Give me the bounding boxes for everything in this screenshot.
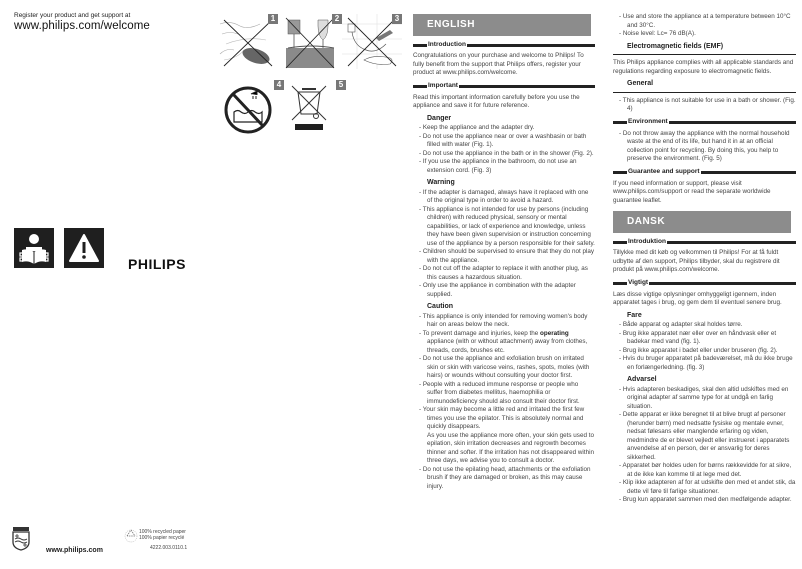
recycled-line-2: 100% papier recyclé [139, 535, 185, 541]
figure-number: 5 [336, 80, 346, 90]
vigtigt-text: Læs disse vigtige oplysninger omhyggeligt igennem, inden apparatet tages i brug, og gem dem til eventuel senere brug. [613, 290, 782, 306]
philips-wordmark: PHILIPS [128, 256, 186, 272]
list-item: - Do not use the epilating head, attachments or the exfoliation brush if they are damaged or broken, as this may cause injury. [419, 465, 591, 490]
list-item: - Brug ikke apparatet nær eller over en håndvask eller et badekar med vand (fig. 1). [619, 329, 777, 345]
heading-text: Introduction [428, 40, 466, 48]
subheading-danger: Danger [427, 114, 452, 122]
recycled-line-1: 100% recycled paper [139, 529, 186, 535]
list-item: - Use and store the appliance at a temperature between 10°C and 30°C. [619, 13, 791, 29]
figure-5 [286, 80, 346, 135]
list-item: - Dette apparat er ikke beregnet til at blive brugt af personer (herunder børn) med nedsatte fysiske og mentale evner, nedsat følesans eller manglende erfaring og viden, medmindre de er blevet vejledt eller instrueret i apparatets anvendelse af en person, der er ansvarlig for deres sikkerhed. [619, 411, 790, 461]
list-item: - Do not cut off the adapter to replace it with another plug, as this causes a hazardous situation. [419, 265, 588, 281]
list-item: - If the adapter is damaged, always have it replaced with one of the original type in order to avoid a hazard. [419, 188, 589, 204]
english-column [413, 14, 595, 491]
list-item: - Do not throw away the appliance with the normal household waste at the end of its life, but hand it in at an official collection point for recycling. By doing this, you help to preserve the environment. (Fig. 5) [619, 129, 790, 162]
subheading-warning: Warning [427, 179, 455, 186]
heading-text: Introduktion [628, 237, 666, 245]
document-code: 4222.003.0110.1 [150, 545, 188, 551]
figure-number: 2 [332, 14, 342, 24]
list-item: - Både apparat og adapter skal holdes tørre. [619, 321, 743, 328]
warning-icon [64, 228, 104, 268]
list-item: - Children should be supervised to ensure that they do not play with the appliance. [419, 248, 595, 264]
emf-text: This Philips appliance complies with all applicable standards and regulations regarding exposure to electromagnetic fields. [613, 59, 794, 75]
figure-4 [224, 80, 284, 135]
figure-number: 1 [268, 14, 278, 24]
introduktion-text: Tillykke med dit køb og velkommen til Philips! For at få fuldt udbytte af den support, Philips tilbyder, skal du registrere dit produkt på www.philips.com/welcome. [613, 249, 780, 273]
figure-2 [282, 14, 342, 69]
figure-number: 3 [392, 14, 402, 24]
language-header-dansk: DANSK [613, 211, 791, 233]
read-manual-icon [14, 228, 54, 268]
heading-text: Vigtigt [628, 279, 649, 287]
figure-3 [342, 14, 402, 69]
text: - To prevent damage and injuries, keep the [419, 329, 540, 337]
list-item: - Only use the appliance in combination with the adapter supplied. [419, 282, 576, 298]
subheading-emf: Electromagnetic fields (EMF) [613, 43, 796, 56]
footer-url[interactable]: www.philips.com [46, 547, 103, 554]
recycled-paper-text [139, 529, 186, 541]
heading-text: Environment [628, 118, 668, 126]
recycle-icon [124, 529, 138, 543]
list-item: - Do not use the appliance and exfoliation brush on irritated skin or skin with varicose veins, rashes, spots, moles (with hairs) or wounds without consulting your doctor first. [419, 355, 590, 379]
section-heading-vigtigt [613, 281, 796, 287]
philips-shield-icon [12, 527, 30, 551]
list-item: - Apparatet bør holdes uden for børns rækkevidde for at sikre, at de ikke kan komme til at lege med det. [619, 462, 792, 478]
list-item: - This appliance is not suitable for use in a bath or shower. (Fig. 4) [619, 96, 796, 112]
list-item: - Brug ikke apparatet i badet eller under bruseren (fig. 2). [619, 346, 778, 354]
list-item: - People with a reduced immune response or people who suffer from diabetes mellitus, haemophilia or immunodeficiency should also consult their doctor first. [419, 380, 580, 405]
important-text: Read this important information carefully before you use the appliance and save it for future reference. [413, 93, 580, 109]
heading-text: Guarantee and support [628, 168, 700, 176]
introduction-text: Congratulations on your purchase and welcome to Philips! To fully benefit from the support that Philips offers, register your product at www.philips.com/welcome. [413, 52, 584, 76]
subheading-fare: Fare [627, 311, 642, 319]
section-heading-introduction [413, 42, 595, 48]
list-item [413, 330, 595, 356]
list-item: - Keep the appliance and the adapter dry. [419, 124, 535, 131]
register-url[interactable]: www.philips.com/welcome [14, 20, 150, 32]
section-heading-environment [613, 120, 796, 126]
list-item: - Brug kun apparatet sammen med den medfølgende adapter. [619, 496, 792, 503]
figures-panel [210, 0, 405, 160]
list-item: - Noise level: Lc= 76 dB(A). [619, 30, 696, 37]
cover-page [0, 0, 210, 569]
section-heading-introduktion [613, 239, 796, 245]
list-item: - Your skin may become a little red and irritated the first few times you use the epilator. This is absolutely normal and quickly disappears. [419, 406, 585, 430]
section-heading-important [413, 84, 595, 90]
list-item: - Hvis du bruger apparatet på badeværelset, må du ikke bruge en forlængerledning. (fig. 3) [619, 355, 793, 371]
emphasis-text: operating [540, 329, 569, 337]
right-column [613, 13, 796, 505]
text: appliance (with or without attachment) away from clothes, threads, cords, brushes etc. [427, 338, 588, 354]
list-item: - Do not use the appliance in the bath or in the shower (Fig. 2). [419, 149, 594, 157]
register-line: Register your product and get support at [14, 12, 131, 19]
list-item: - Do not use the appliance near or over a washbasin or bath filled with water (Fig. 1). [419, 132, 587, 148]
list-item: - Hvis adapteren beskadiges, skal den altid udskiftes med en original adapter af samme type for at undgå en farlig situation. [619, 385, 789, 410]
figure-1 [218, 14, 278, 69]
list-item: - This appliance is only intended for removing women's body hair on areas below the neck. [419, 312, 588, 328]
list-item: - If you use the appliance in the bathroom, do not use an extension cord. (Fig. 3) [419, 158, 577, 174]
list-item: - Klip ikke adapteren af for at udskifte den med et andet stik, da dette vil føre til farlige situationer. [619, 479, 796, 495]
list-item: - This appliance is not intended for use by persons (including children) with reduced physical, sensory or mental capabilities, or lack of experience and knowledge, unless they have been given supervision or instruction concerning use of the appliance by a person responsible for their safety. [419, 205, 595, 247]
heading-text: Important [428, 82, 458, 90]
subheading-general: General [613, 80, 796, 93]
subheading-caution: Caution [427, 303, 454, 310]
language-header-english: ENGLISH [413, 14, 591, 36]
figure-number: 4 [274, 80, 284, 90]
section-heading-guarantee [613, 170, 796, 176]
list-item-continuation: As you use the appliance more often, your skin gets used to epilation, skin irritation decreases and regrowth becomes thinner and softer. If the irritation has not disappeared within three days, we advise you to consult a doctor. [427, 431, 594, 464]
guarantee-text: If you need information or support, please visit www.philips.com/support or read the separate worldwide guarantee leaflet. [613, 179, 771, 204]
subheading-advarsel: Advarsel [627, 376, 657, 383]
